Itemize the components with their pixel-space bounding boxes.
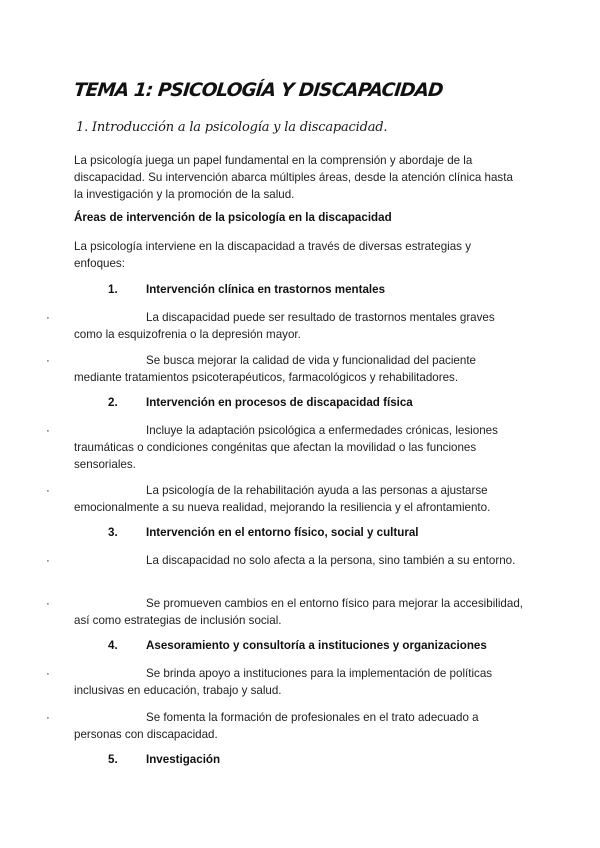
section-3-number: 3. xyxy=(108,526,118,539)
section-4-number: 4. xyxy=(108,639,118,652)
section-1-title: Intervención clínica en trastornos mentales xyxy=(146,283,386,296)
list-item: · La psicología de la rehabilitación ayuda a las personas a ajustarse emocionalmente a su nueva realidad, mejorando la resiliencia y el afrontamiento. xyxy=(46,484,491,514)
list-item: · Se brinda apoyo a instituciones para la implementación de políticas inclusivas en educación, trabajo y salud. xyxy=(46,667,493,697)
list-item: · Incluye la adaptación psicológica a enfermedades crónicas, lesiones traumáticas o condiciones congénitas que afectan la movilidad o las funciones sensoriales. xyxy=(46,424,498,471)
page-title: TEMA 1: PSICOLOGÍA Y DISCAPACIDAD xyxy=(72,80,444,101)
list-item: · Se fomenta la formación de profesionales en el trato adecuado a personas con discapacidad. xyxy=(46,711,479,741)
areas-heading: Áreas de intervención de la psicología en la discapacidad xyxy=(74,211,392,224)
list-item: · La discapacidad no solo afecta a la persona, sino también a su entorno. xyxy=(46,554,516,567)
section-3-title: Intervención en el entorno físico, social y cultural xyxy=(146,526,419,539)
section-2-number: 2. xyxy=(108,396,118,409)
areas-intro-paragraph: La psicología interviene en la discapacidad a través de diversas estrategias y enfoques: xyxy=(74,240,471,270)
intro-paragraph: La psicología juega un papel fundamental en la comprensión y abordaje de la discapacidad. Su intervención abarca múltiples áreas, desde la atención clínica hasta la investigación y la promoción de la salud. xyxy=(74,154,513,201)
section-5-title: Investigación xyxy=(146,753,221,766)
list-item: · Se busca mejorar la calidad de vida y funcionalidad del paciente mediante tratamientos psicoterapéuticos, farmacológicos y rehabilitadores. xyxy=(46,354,476,384)
section-4-title: Asesoramiento y consultoría a instituciones y organizaciones xyxy=(146,639,487,652)
section-1-number: 1. xyxy=(108,283,118,296)
list-item: · Se promueven cambios en el entorno físico para mejorar la accesibilidad, así como estrategias de inclusión social. xyxy=(46,597,523,627)
section-5-number: 5. xyxy=(108,753,118,766)
list-item: · La discapacidad puede ser resultado de trastornos mentales graves como la esquizofrenia o la depresión mayor. xyxy=(46,311,495,341)
section-subtitle: 1. Introducción a la psicología y la discapacidad. xyxy=(76,120,388,135)
section-2-title: Intervención en procesos de discapacidad física xyxy=(146,396,413,409)
